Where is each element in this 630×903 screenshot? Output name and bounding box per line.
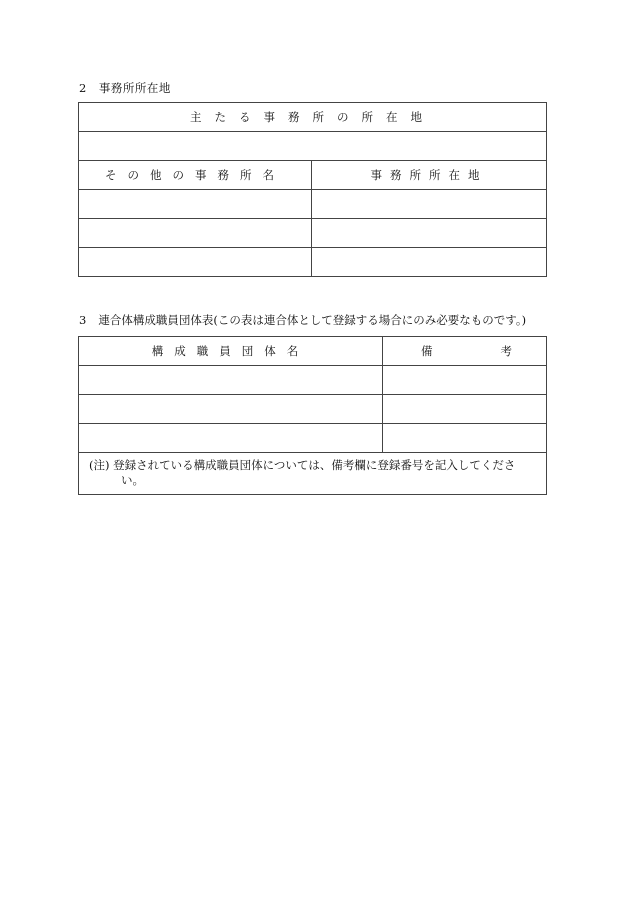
table-row bbox=[79, 132, 547, 161]
main-office-header: 主たる事務所の所在地 bbox=[79, 103, 547, 132]
member-org-header: 構成職員団体名 bbox=[79, 337, 383, 366]
office-location-cell[interactable] bbox=[312, 190, 547, 219]
main-office-address-cell[interactable] bbox=[79, 132, 547, 161]
remarks-cell[interactable] bbox=[383, 395, 547, 424]
section-2-title: 事務所所在地 bbox=[98, 81, 171, 95]
section-2-heading bbox=[79, 81, 171, 95]
table-row bbox=[79, 453, 547, 495]
office-location-cell[interactable] bbox=[312, 219, 547, 248]
remarks-header bbox=[383, 337, 547, 366]
member-org-name-cell[interactable] bbox=[79, 424, 383, 453]
table-row bbox=[79, 395, 547, 424]
office-location-table bbox=[78, 102, 547, 277]
remarks-cell[interactable] bbox=[383, 366, 547, 395]
remarks-cell[interactable] bbox=[383, 424, 547, 453]
member-org-name-cell[interactable] bbox=[79, 366, 383, 395]
table-row bbox=[79, 219, 547, 248]
table-row bbox=[79, 190, 547, 219]
other-office-name-header: その他の事務所名 bbox=[79, 161, 312, 190]
registration-note: (注) 登録されている構成職員団体については、備考欄に登録番号を記入してください。 bbox=[89, 458, 516, 487]
table-row bbox=[79, 248, 547, 277]
table-row bbox=[79, 337, 547, 366]
other-office-name-cell[interactable] bbox=[79, 248, 312, 277]
office-location-cell[interactable] bbox=[312, 248, 547, 277]
table-row bbox=[79, 103, 547, 132]
remarks-header-left: 備 bbox=[421, 344, 433, 358]
remarks-header-right: 考 bbox=[500, 344, 512, 358]
other-office-name-cell[interactable] bbox=[79, 190, 312, 219]
section-3-number: 3 bbox=[79, 313, 87, 327]
note-cell bbox=[79, 453, 547, 495]
other-office-name-cell[interactable] bbox=[79, 219, 312, 248]
section-2-number: 2 bbox=[79, 81, 87, 95]
table-row bbox=[79, 161, 547, 190]
section-3-heading bbox=[79, 313, 526, 327]
table-row bbox=[79, 424, 547, 453]
member-organizations-table bbox=[78, 336, 547, 495]
member-org-name-cell[interactable] bbox=[79, 395, 383, 424]
office-location-header: 事務所所在地 bbox=[312, 161, 547, 190]
section-3-title: 連合体構成職員団体表(この表は連合体として登録する場合にのみ必要なものです。) bbox=[98, 313, 527, 327]
table-row bbox=[79, 366, 547, 395]
